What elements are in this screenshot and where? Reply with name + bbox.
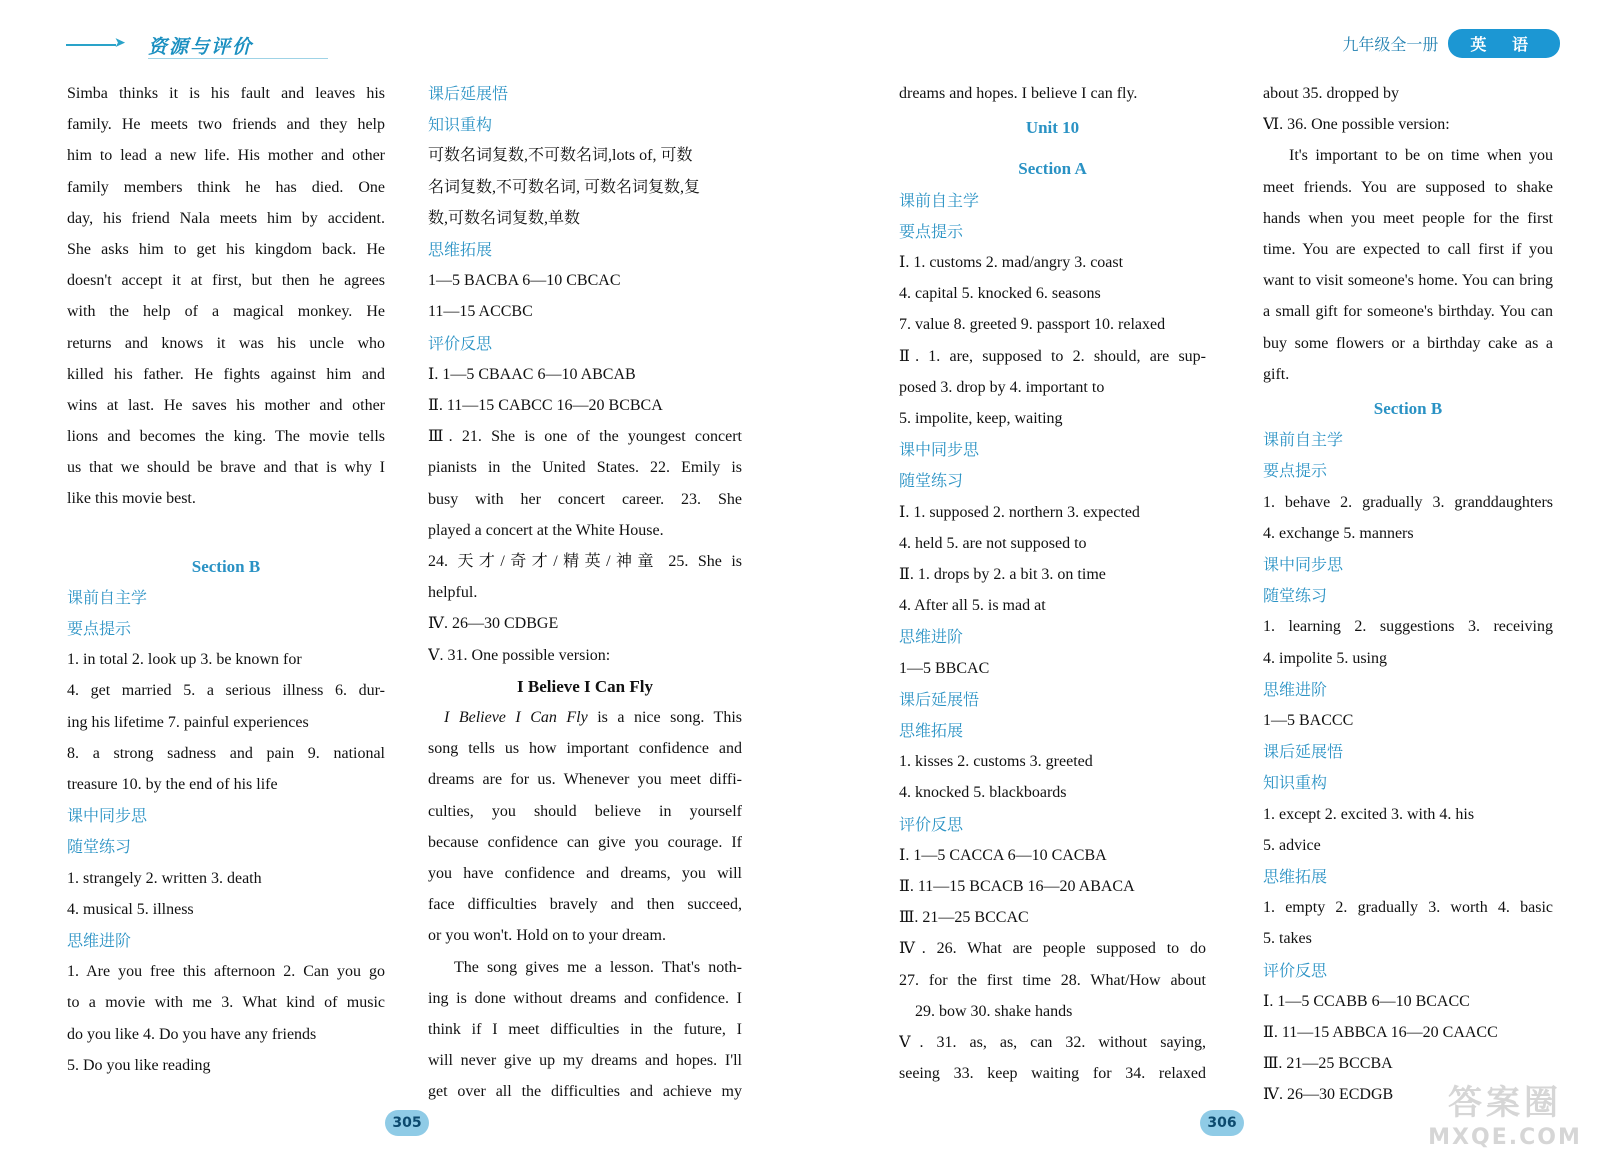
answer-line: pianists in the United States. 22. Emily is [428,459,742,477]
answer-line: Ⅳ. 26—30 CDBGE [428,615,559,633]
answer-line: 1. behave 2. gradually 3. granddaughters [1263,493,1553,511]
essay-line [428,702,742,733]
answer-line: Ⅱ. 1. are, supposed to 2. should, are sup- [899,347,1206,365]
text-line: returns and knows it was his uncle who [67,334,385,352]
text-line: lions and becomes the king. The movie tells [67,428,385,446]
answer-line: Ⅳ. 26. What are people supposed to do [899,940,1206,958]
subheading: 课中同步思 [67,806,148,826]
answer-line: Ⅲ. 21—25 BCCAC [899,909,1029,927]
answer-line: 4. musical 5. illness [67,900,194,918]
essay-line: gift. [1263,365,1290,383]
answer-line: Ⅵ. 36. One possible version: [1263,116,1450,134]
answer-line: 1—5 BBCAC [899,659,990,677]
subject-badge: 英 语 [1448,29,1560,58]
answer-line: 名词复数,不可数名词, 可数名词复数,复 [428,178,701,196]
subheading: 要点提示 [1263,461,1328,481]
answer-line: Ⅱ. 11—15 ABBCA 16—20 CAACC [1263,1023,1498,1041]
essay-line: culties, you should believe in yourself [428,802,742,820]
section-heading: Section B [1373,398,1443,418]
answer-line: 4. get married 5. a serious illness 6. dur- [67,682,385,700]
essay-title: I Believe I Can Fly [517,676,653,696]
answer-line: Ⅴ. 31. as, as, can 32. without saying, [899,1034,1206,1052]
arrow-right-icon: ➤ [114,35,126,51]
text-line: dreams and hopes. I believe I can fly. [899,85,1138,102]
answer-line: 4. knocked 5. blackboards [899,784,1067,802]
answer-line: Ⅱ. 1. drops by 2. a bit 3. on time [899,566,1106,584]
column-2 [428,78,742,1107]
subheading: 思维拓展 [899,721,964,741]
subheading: 评价反思 [428,333,493,353]
answer-line: posed 3. drop by 4. important to [899,378,1105,396]
answer-line: helpful. [428,584,478,602]
essay-line: buy some flowers or a birthday cake as a [1263,334,1553,352]
essay-line: It's important to be on time when you [1289,147,1553,165]
column-3 [899,78,1206,1089]
answer-line: 4. exchange 5. manners [1263,524,1414,542]
essay-line: because confidence can give you courage. If [428,833,742,851]
answer-line: Ⅰ. 1. supposed 2. northern 3. expected [899,503,1140,521]
essay-line: song tells us how important confidence and [428,740,742,758]
section-heading: Section A [1018,159,1087,179]
essay-line: you have confidence and dreams, you will [428,864,742,882]
essay-line: will never give up my dreams and hopes. I'll [428,1052,742,1070]
answer-line: 4. After all 5. is mad at [899,597,1046,615]
text-line: family. He meets two friends and they help [67,116,385,134]
text-line: with the help of a magical monkey. He [67,303,385,321]
text-line: wins at last. He saves his mother and other [67,396,385,414]
answer-line: Ⅰ. 1. customs 2. mad/angry 3. coast [899,254,1124,272]
answer-line: 1—5 BACCC [1263,711,1354,729]
answer-line: 1. learning 2. suggestions 3. receiving [1263,618,1553,636]
answer-line: 5. Do you like reading [67,1056,211,1074]
subheading: 知识重构 [1263,773,1328,793]
text-line: She asks him to get his kingdom back. He [67,240,385,258]
subheading: 思维拓展 [428,240,493,260]
header-rule [66,44,116,46]
text-line: him to lead a new life. His mother and other [67,147,385,165]
answer-line: played a concert at the White House. [428,521,664,539]
text-line: day, his friend Nala meets him by accident. [67,209,385,227]
essay-line: dreams are for us. Whenever you meet diffi- [428,771,742,789]
column-1 [67,78,385,1081]
answer-line: 1. kisses 2. customs 3. greeted [899,753,1093,771]
text-line: us that we should be brave and that is why I [67,459,385,477]
watermark [1420,1082,1590,1162]
subheading: 课前自主学 [1263,430,1344,450]
subheading: 课中同步思 [899,440,980,460]
subheading: 随堂练习 [899,471,964,491]
answer-line: 1. except 2. excited 3. with 4. his [1263,805,1475,823]
subheading: 课中同步思 [1263,554,1344,574]
subheading: 知识重构 [428,115,493,135]
essay-text: is a nice song. This [587,709,742,726]
answer-line: Ⅲ. 21—25 BCCBA [1263,1055,1393,1073]
answer-line: 8. a strong sadness and pain 9. national [67,744,385,762]
essay-line: The song gives me a lesson. That's noth- [454,958,742,976]
subheading: 课后延展悟 [1263,742,1344,762]
page-number-left: 305 [385,1110,429,1136]
answer-line: 1. Are you free this afternoon 2. Can you go [67,963,385,981]
answer-line: Ⅰ. 1—5 CBAAC 6—10 ABCAB [428,365,636,383]
subheading: 随堂练习 [67,837,132,857]
subheading: 思维拓展 [1263,866,1328,886]
subheading: 要点提示 [67,619,132,639]
essay-line: ing is done without dreams and confidence. I [428,989,742,1007]
section-heading: Section B [191,556,261,576]
subheading: 课前自主学 [67,587,148,607]
answer-line: 数,可数名词复数,单数 [428,209,581,227]
answer-line: 5. takes [1263,930,1312,948]
grade-label: 九年级全一册 [1342,34,1439,54]
answer-line: Ⅰ. 1—5 CACCA 6—10 CACBA [899,846,1107,864]
answer-line: 29. bow 30. shake hands [915,1002,1073,1020]
answer-line: 可数名词复数,不可数名词,lots of, 可数 [428,147,693,165]
answer-line: 1. empty 2. gradually 3. worth 4. basic [1263,899,1553,917]
header-title: 资源与评价 [148,36,254,58]
answer-line: 27. for the first time 28. What/How about [899,971,1206,989]
answer-line: 4. impolite 5. using [1263,649,1387,667]
subheading: 课后延展悟 [899,689,980,709]
answer-line: ing his lifetime 7. painful experiences [67,713,309,731]
song-title: I Believe I Can Fly [444,709,588,726]
subheading: 思维进阶 [899,627,964,647]
essay-line: think if I meet difficulties in the future, I [428,1020,742,1038]
answer-line: Ⅳ. 26—30 ECDGB [1263,1086,1394,1104]
header-underline [148,58,328,59]
subheading: 随堂练习 [1263,586,1328,606]
watermark-top: 答案圈 [1448,1083,1562,1123]
text-line: family members think he has died. One [67,178,385,196]
answer-line: Ⅱ. 11—15 BCACB 16—20 ABACA [899,878,1135,896]
answer-line: 1. strangely 2. written 3. death [67,869,262,887]
answer-line: about 35. dropped by [1263,85,1399,102]
answer-line: busy with her concert career. 23. She [428,490,742,508]
unit-heading: Unit 10 [1025,118,1080,138]
text-line: like this movie best. [67,490,196,508]
subheading: 思维进阶 [67,931,132,951]
answer-line: 7. value 8. greeted 9. passport 10. relaxed [899,316,1166,334]
answer-line: 24. 天才/奇才/精英/神童 25. She is [428,553,742,570]
answer-line: seeing 33. keep waiting for 34. relaxed [899,1065,1206,1083]
subheading: 评价反思 [1263,960,1328,980]
answer-line: 5. advice [1263,836,1321,854]
answer-line: to a movie with me 3. What kind of music [67,994,385,1012]
page-number-right: 306 [1200,1110,1244,1136]
answer-line: 1. in total 2. look up 3. be known for [67,651,302,669]
essay-line: a small gift for someone's birthday. You can [1263,303,1553,321]
answer-line: Ⅰ. 1—5 CCABB 6—10 BCACC [1263,992,1470,1010]
essay-line: meet friends. You are supposed to shake [1263,178,1553,196]
answer-line: 4. capital 5. knocked 6. seasons [899,285,1101,303]
subheading: 要点提示 [899,221,964,241]
subheading: 课前自主学 [899,190,980,210]
column-4 [1263,78,1553,1111]
essay-line: hands when you meet people for the first [1263,209,1553,227]
answer-line: Ⅱ. 11—15 CABCC 16—20 BCBCA [428,397,663,415]
answer-line: 1—5 BACBA 6—10 CBCAC [428,272,621,290]
answer-line: 4. held 5. are not supposed to [899,534,1087,552]
spacer [67,515,385,551]
answer-line: Ⅲ. 21. She is one of the youngest concert [428,428,742,446]
text-line: killed his father. He fights against him and [67,365,385,383]
essay-line: face difficulties bravely and then succeed, [428,896,742,914]
answer-line: 5. impolite, keep, waiting [899,410,1063,428]
essay-line: want to visit someone's home. You can bring [1263,272,1553,290]
essay-line: time. You are expected to call first if you [1263,240,1553,258]
answer-line: Ⅴ. 31. One possible version: [428,646,611,664]
subheading: 课后延展悟 [428,84,509,103]
essay-line: get over all the difficulties and achieve my [428,1083,742,1101]
answer-line: 11—15 ACCBC [428,303,533,321]
essay-line: or you won't. Hold on to your dream. [428,927,666,945]
text-line: doesn't accept it at first, but then he agrees [67,272,385,290]
answer-line: treasure 10. by the end of his life [67,776,278,794]
subheading: 评价反思 [899,814,964,834]
header-left [66,30,366,62]
text-line: Simba thinks it is his fault and leaves his [67,85,385,102]
watermark-bottom: MXQE.COM [1428,1125,1582,1150]
answer-line: do you like 4. Do you have any friends [67,1025,317,1043]
header-right [1342,28,1560,58]
subheading: 思维进阶 [1263,679,1328,699]
